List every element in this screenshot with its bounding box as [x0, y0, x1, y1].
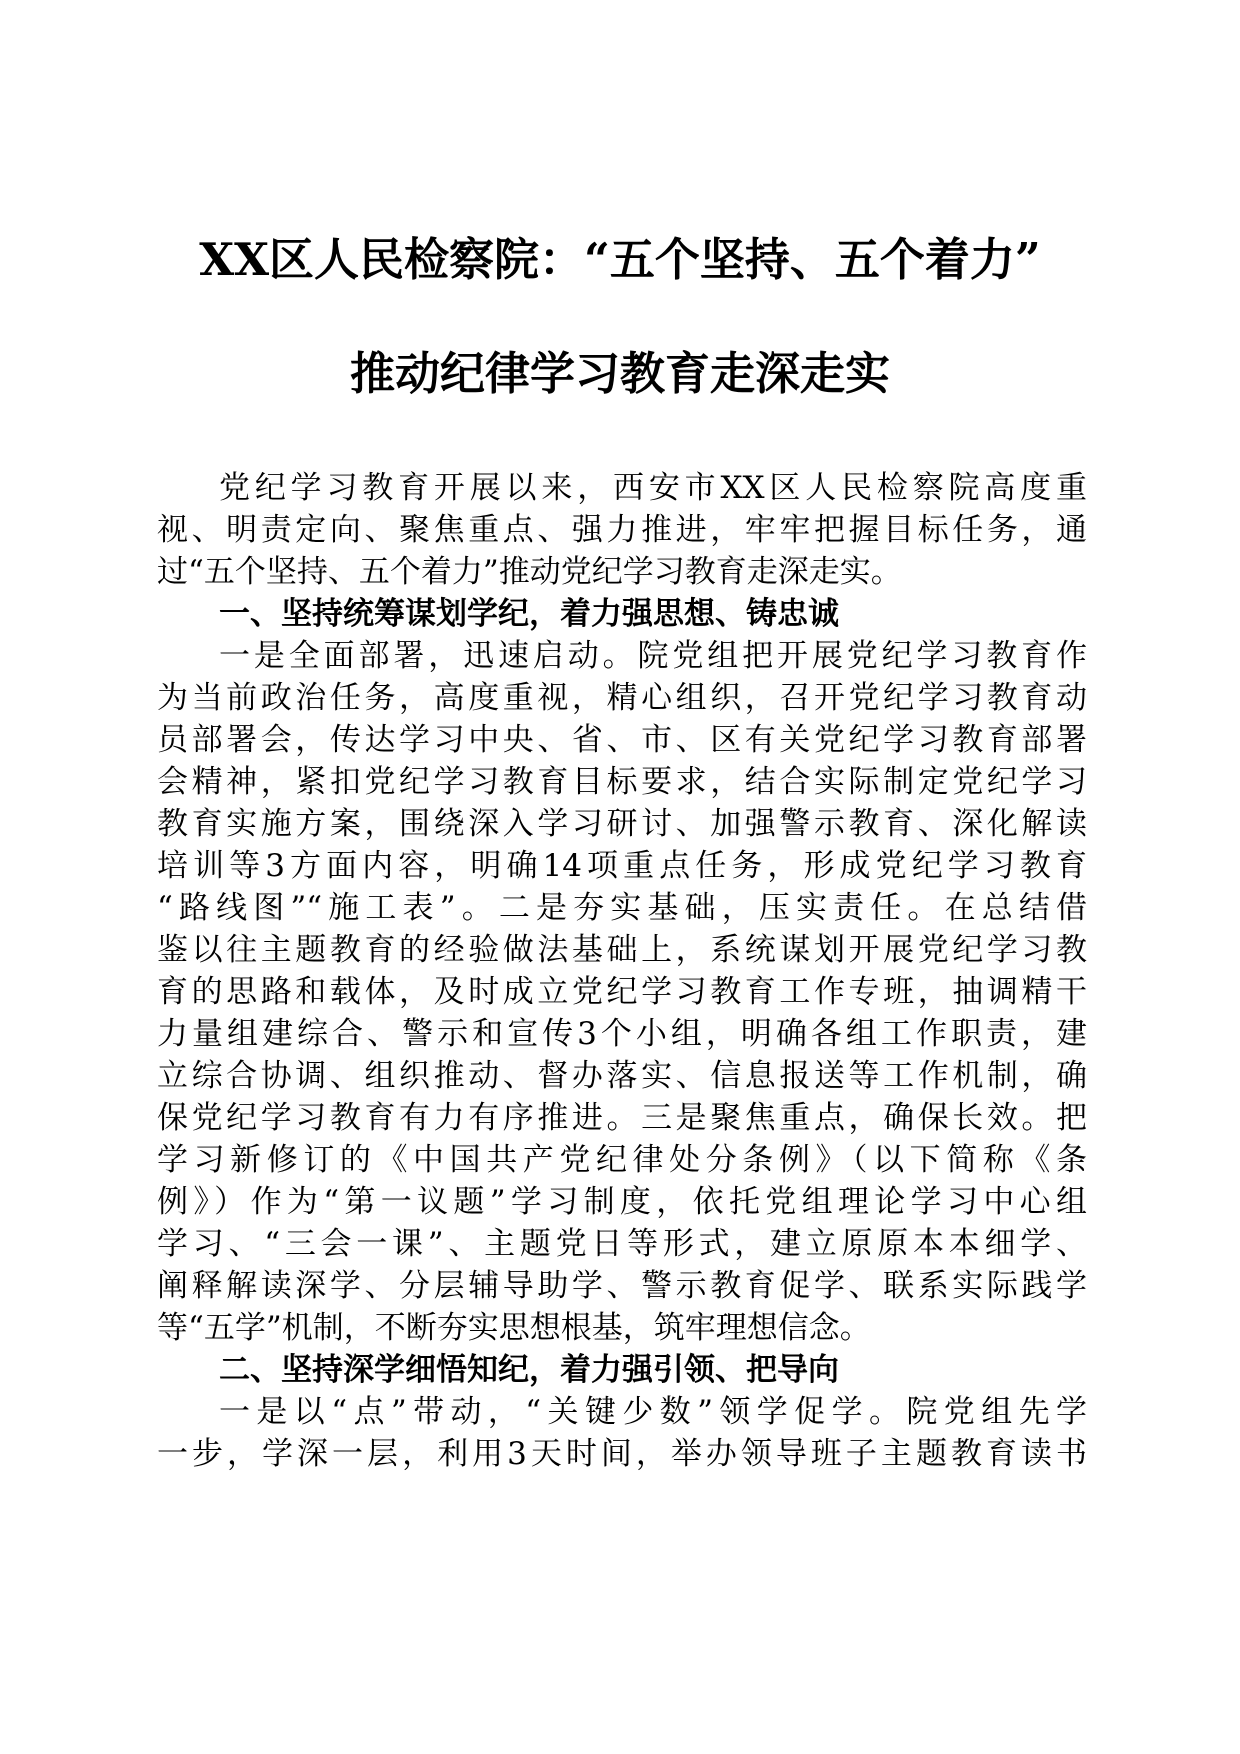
paragraph-line: 教育实施方案，围绕深入学习研讨、加强警示教育、深化解读 — [157, 806, 1087, 842]
section-heading-2: 二、坚持深学细悟知纪，着力强引领、把导向 — [219, 1352, 839, 1388]
document-title-line-2: 推动纪律学习教育走深走实 — [349, 347, 890, 400]
paragraph-line: 立综合协调、组织推动、督办落实、信息报送等工作机制，确 — [157, 1058, 1087, 1094]
paragraph-line: 培训等3方面内容，明确14项重点任务，形成党纪学习教育 — [157, 848, 1087, 884]
paragraph-line: 鉴以往主题教育的经验做法基础上，系统谋划开展党纪学习教 — [157, 932, 1087, 968]
paragraph-line: 一是以“点”带动，“关键少数”领学促学。院党组先学 — [219, 1394, 1087, 1430]
paragraph-line: 育的思路和载体，及时成立党纪学习教育工作专班，抽调精干 — [157, 974, 1087, 1010]
paragraph-line: 力量组建综合、警示和宣传3个小组，明确各组工作职责，建 — [157, 1016, 1087, 1052]
paragraph-line: 例》）作为“第一议题”学习制度，依托党组理论学习中心组 — [157, 1184, 1087, 1220]
paragraph-line: 视、明责定向、聚焦重点、强力推进，牢牢把握目标任务，通 — [157, 512, 1087, 548]
paragraph-line: 学习、“三会一课”、主题党日等形式，建立原原本本细学、 — [157, 1226, 1087, 1262]
paragraph-line: 党纪学习教育开展以来，西安市XX区人民检察院高度重 — [219, 470, 1087, 506]
paragraph-line: 阐释解读深学、分层辅导助学、警示教育促学、联系实际践学 — [157, 1268, 1087, 1304]
paragraph-line: 等“五学”机制，不断夯实思想根基，筑牢理想信念。 — [157, 1310, 871, 1346]
paragraph-line: 为当前政治任务，高度重视，精心组织，召开党纪学习教育动 — [157, 680, 1087, 716]
paragraph-line: 学习新修订的《中国共产党纪律处分条例》（以下简称《条 — [157, 1142, 1087, 1178]
document-body — [157, 467, 1087, 1475]
paragraph-line: 一是全面部署，迅速启动。院党组把开展党纪学习教育作 — [219, 638, 1087, 674]
paragraph-line: 会精神，紧扣党纪学习教育目标要求，结合实际制定党纪学习 — [157, 764, 1087, 800]
paragraph-line: 一步，学深一层，利用3天时间，举办领导班子主题教育读书 — [157, 1436, 1087, 1472]
document-title-line-1: XX区人民检察院：“五个坚持、五个着力” — [199, 233, 1041, 286]
paragraph-line: 保党纪学习教育有力有序推进。三是聚焦重点，确保长效。把 — [157, 1100, 1087, 1136]
paragraph-line: 员部署会，传达学习中央、省、市、区有关党纪学习教育部署 — [157, 722, 1087, 758]
paragraph-line: 过“五个坚持、五个着力”推动党纪学习教育走深走实。 — [157, 554, 902, 590]
paragraph-line: “路线图”“施工表”。二是夯实基础，压实责任。在总结借 — [157, 890, 1087, 926]
section-heading-1: 一、坚持统筹谋划学纪，着力强思想、铸忠诚 — [219, 596, 839, 632]
